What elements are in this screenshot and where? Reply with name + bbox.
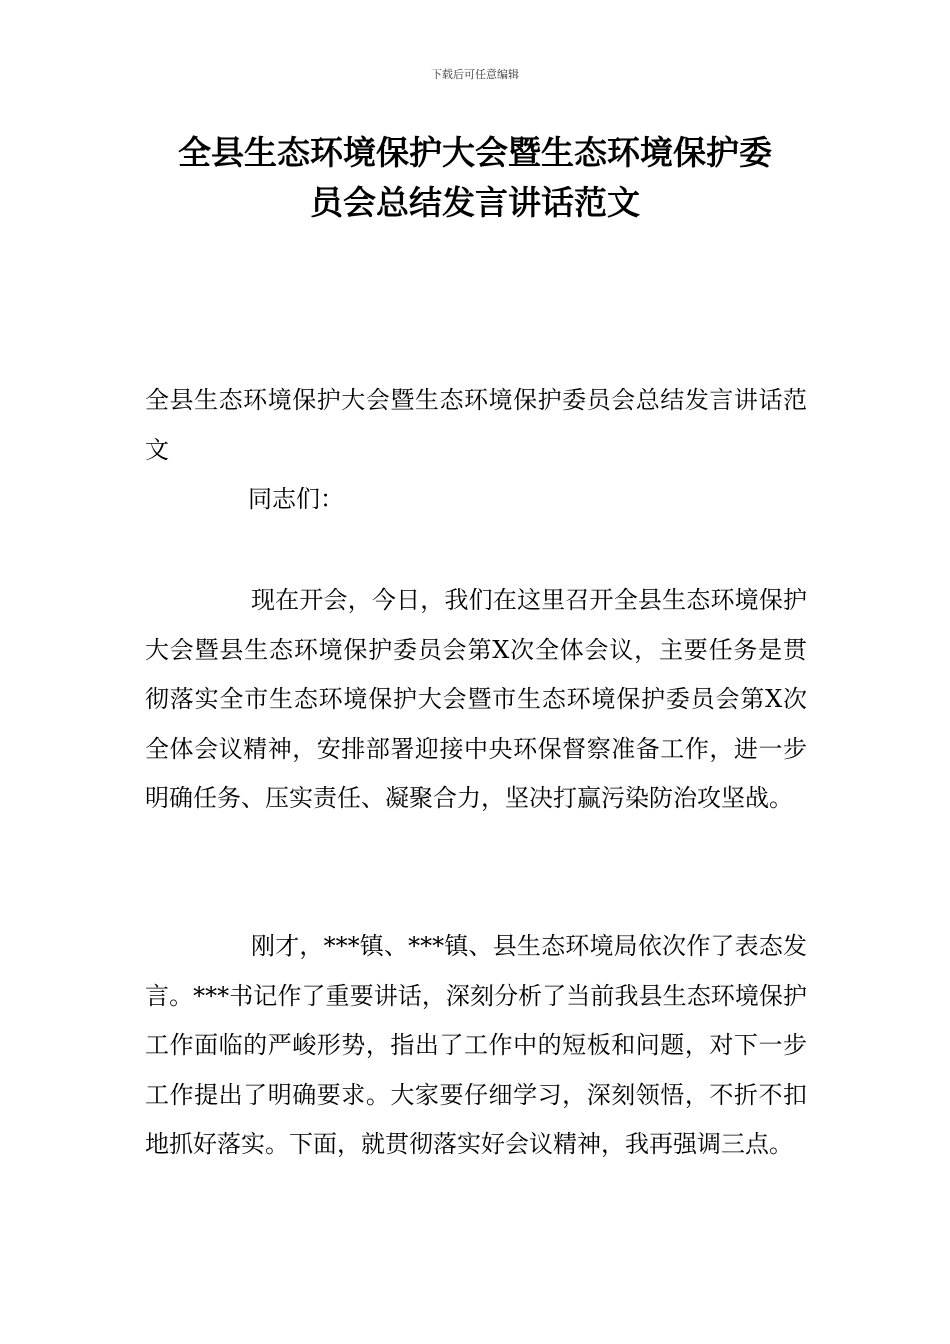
- document-title: [120, 128, 830, 228]
- document-subtitle: 全县生态环境保护大会暨生态环境保护委员会总结发言讲话范文: [145, 386, 807, 464]
- paragraph-2: 刚才，***镇、***镇、县生态环境局依次作了表态发言。***书记作了重要讲话，深刻分析了当前我县生态环境保护工作面临的严峻形势，指出了工作中的短板和问题，对下一步工作提出了明确要求。大家要仔细学习，深刻领悟，不折不扣地抓好落实。下面，就贯彻落实好会议精神，我再强调三点。: [145, 932, 807, 1158]
- download-note: 下载后可任意编辑: [431, 68, 519, 81]
- title-line-1: 全县生态环境保护大会暨生态环境保护委: [178, 133, 772, 172]
- paragraph-1: 现在开会，今日，我们在这里召开全县生态环境保护大会暨县生态环境保护委员会第X次全体会议，主要任务是贯彻落实全市生态环境保护大会暨市生态环境保护委员会第X次全体会议精神，安排部署迎接中央环保督察准备工作，进一步明确任务、压实责任、凝聚合力，坚决打赢污染防治攻坚战。: [145, 586, 807, 812]
- salutation: 同志们：: [248, 485, 344, 513]
- title-line-2: 员会总结发言讲话范文: [310, 183, 640, 222]
